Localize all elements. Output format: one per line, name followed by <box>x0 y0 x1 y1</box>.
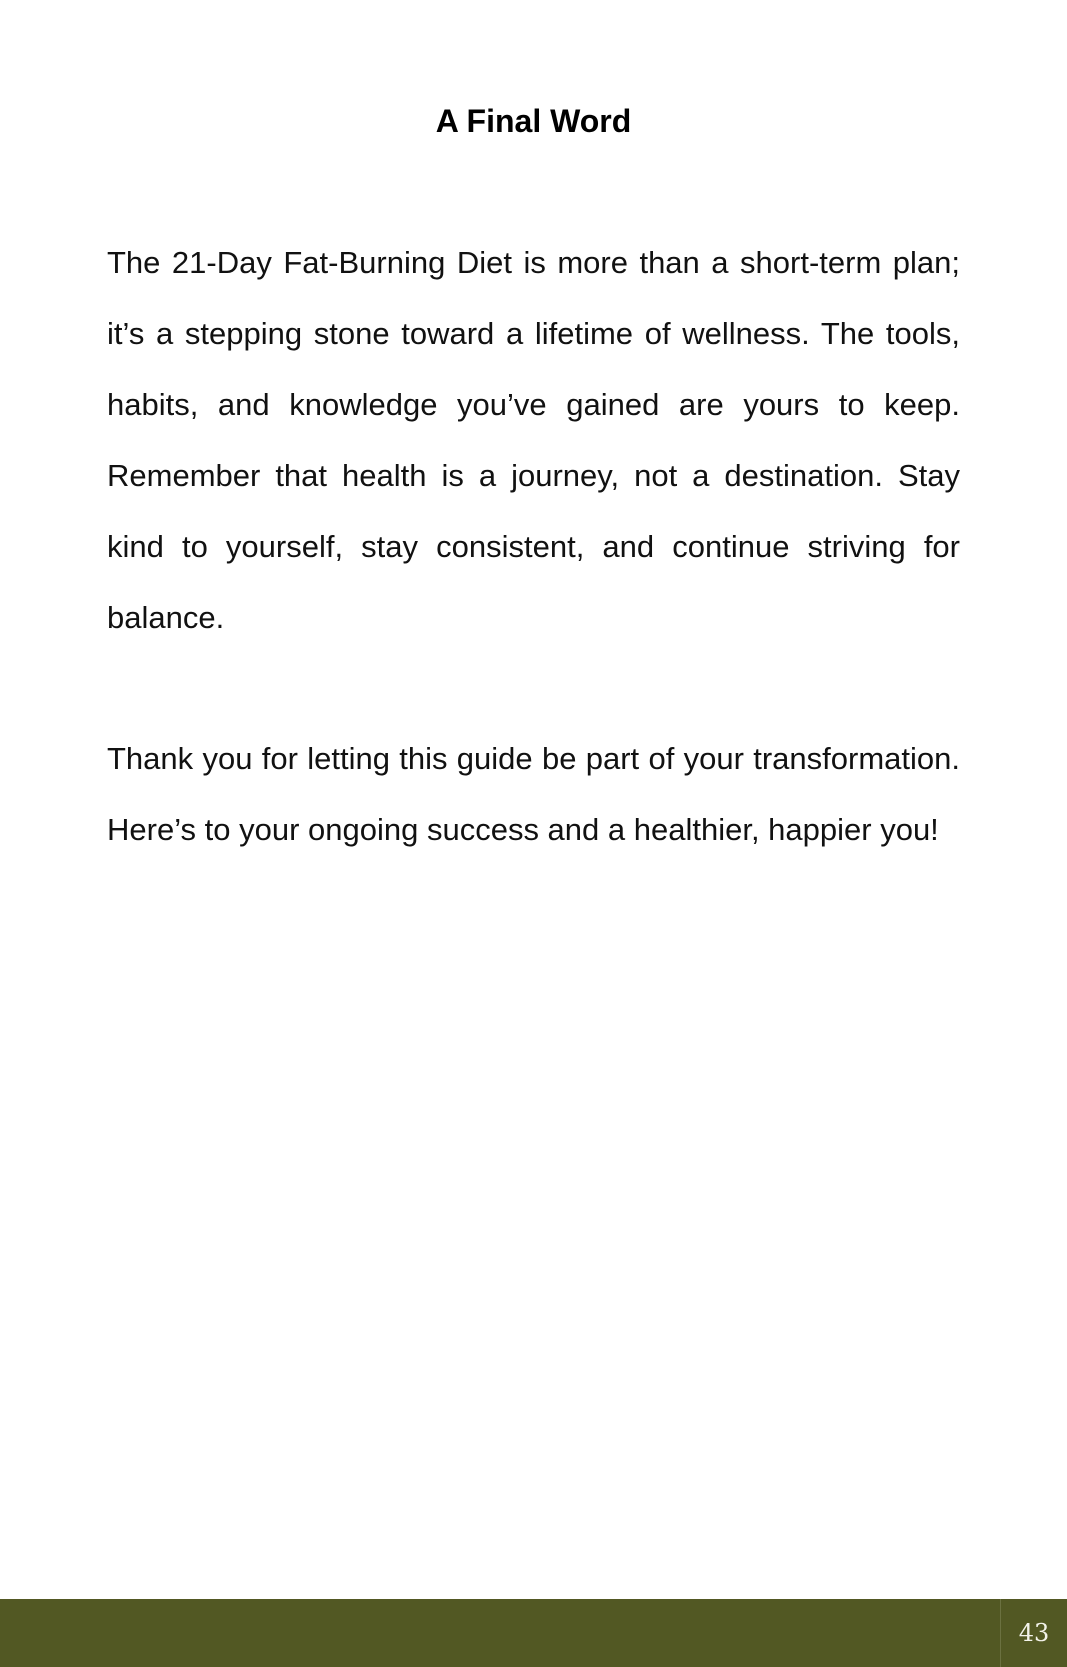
page-number: 43 <box>1000 1599 1067 1667</box>
page-title: A Final Word <box>435 103 632 139</box>
footer-bar <box>0 1599 1067 1667</box>
body-paragraph: The 21-Day Fat-Burning Diet is more than a short-term plan; it’s a stepping stone toward a lifetime of wellness. The tools, habits, and knowledge you’ve gained are yours to keep. Remember that health is a journey, not a destination. Stay kind to yourself, stay consistent, and continue striving for balance. <box>107 245 960 635</box>
body-paragraph: Thank you for letting this guide be part of your transformation. Here’s to your ongoing success and a healthier, happier you! <box>107 741 960 847</box>
